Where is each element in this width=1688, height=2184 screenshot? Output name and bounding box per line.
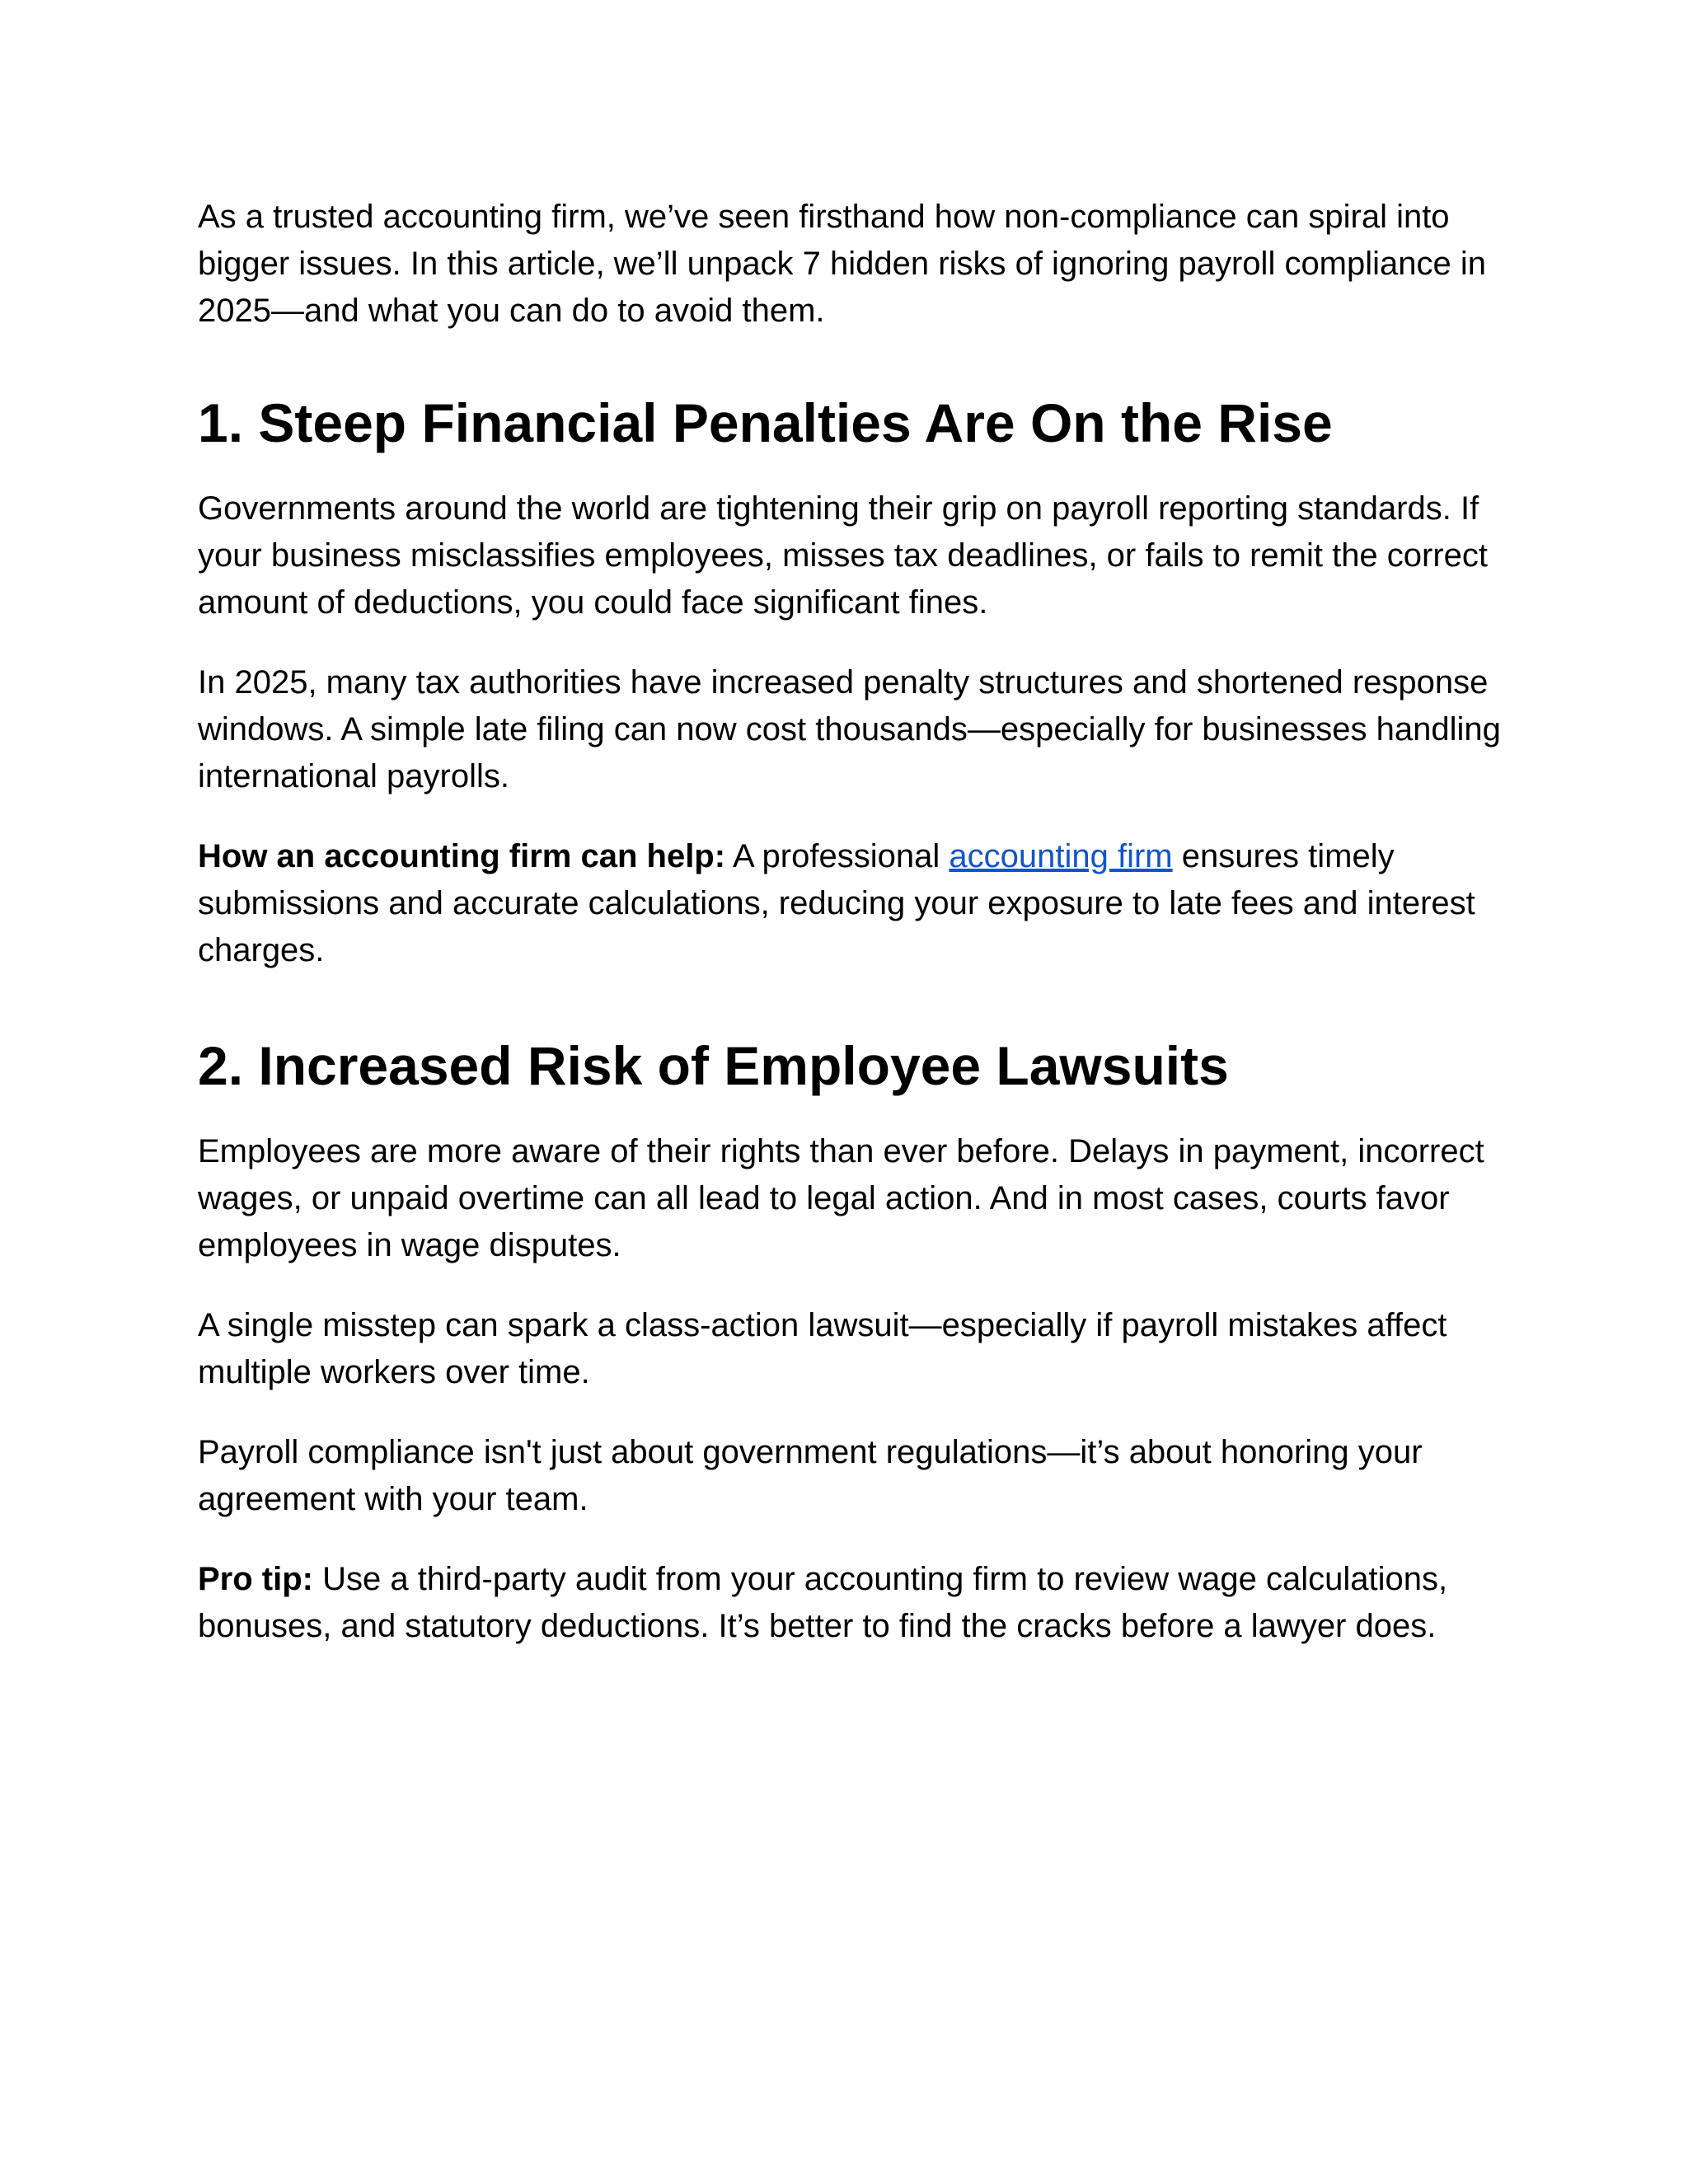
intro-paragraph: As a trusted accounting firm, we’ve seen firsthand how non-compliance can spiral into bigger issues. In this article, we’ll unpack 7 hidden risks of ignoring payroll compliance in 2025—and what you can do to avoid them. xyxy=(198,199,1487,329)
section-1-paragraph-2: In 2025, many tax authorities have increased penalty structures and shortened response windows. A simple late filing can now cost thousands—especially for businesses handling international payrolls. xyxy=(198,664,1501,794)
section-2-heading: 2. Increased Risk of Employee Lawsuits xyxy=(198,1035,1229,1096)
accounting-firm-link[interactable]: accounting firm xyxy=(949,838,1173,874)
pro-tip-paragraph xyxy=(198,1556,1517,1650)
help-text-before-link: A professional xyxy=(725,838,950,874)
section-1-heading: 1. Steep Financial Penalties Are On the Rise xyxy=(198,392,1333,453)
section-1-paragraph-1: Governments around the world are tightening their grip on payroll reporting standards. If your business misclassifies employees, misses tax deadlines, or fails to remit the correct amount of deductions, you could face significant fines. xyxy=(198,490,1489,621)
help-text-after-link: ensures timely submissions and accurate calculations, reducing your exposure to late fees and interest charges. xyxy=(198,838,1475,968)
document-page xyxy=(198,194,1517,1650)
pro-tip-text: Use a third-party audit from your accounting firm to review wage calculations, bonuses, and statutory deductions. It’s better to find the cracks before a lawyer does. xyxy=(198,1561,1448,1644)
section-2-paragraph-2: A single misstep can spark a class-action lawsuit—especially if payroll mistakes affect multiple workers over time. xyxy=(198,1307,1447,1390)
section-2-paragraph-1: Employees are more aware of their rights than ever before. Delays in payment, incorrect wages, or unpaid overtime can all lead to legal action. And in most cases, courts favor employees in wage disputes. xyxy=(198,1133,1484,1263)
section-1-help-paragraph xyxy=(198,833,1517,974)
section-2-paragraph-3: Payroll compliance isn't just about government regulations—it’s about honoring your agreement with your team. xyxy=(198,1434,1423,1517)
pro-tip-label: Pro tip: xyxy=(198,1561,313,1597)
help-label: How an accounting firm can help: xyxy=(198,838,726,874)
